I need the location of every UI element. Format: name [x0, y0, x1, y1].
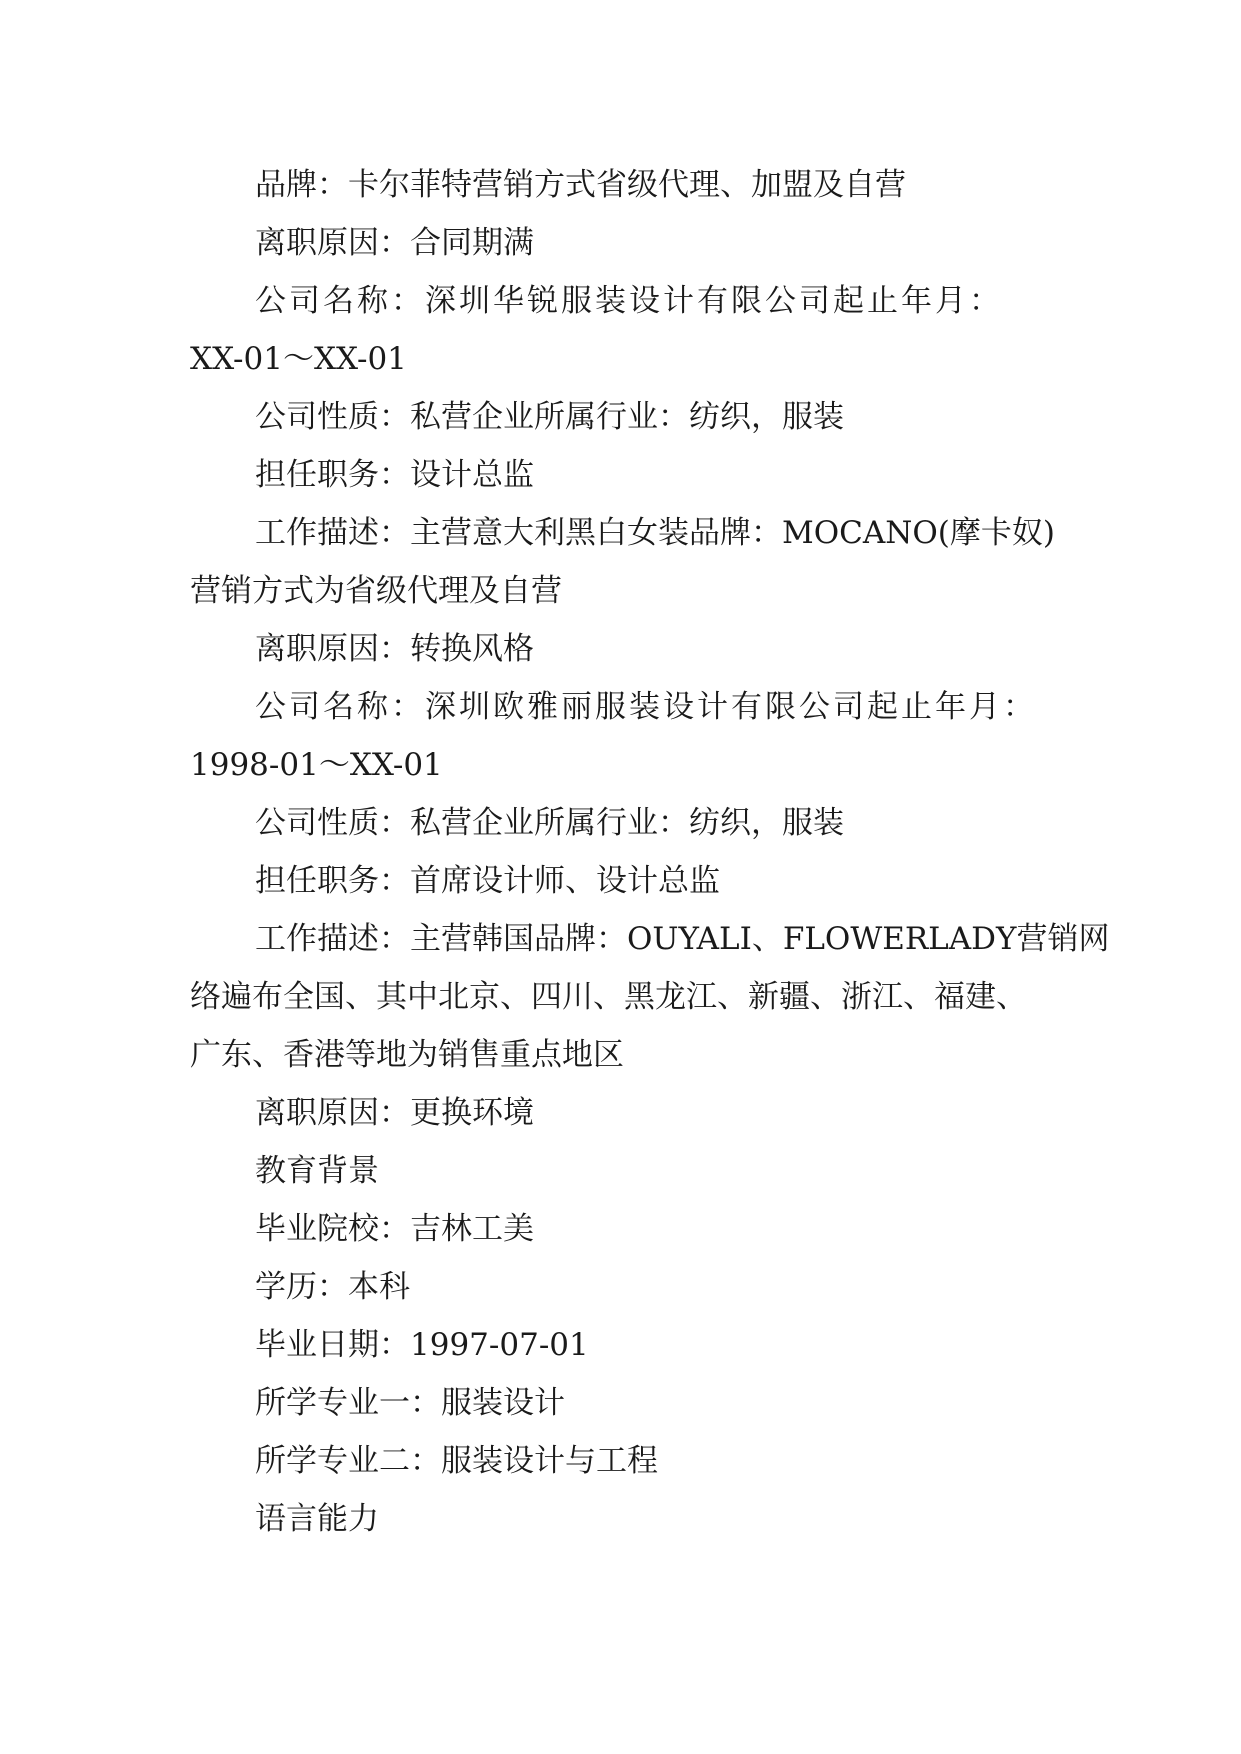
company-nature-line: 公司性质：私营企业所属行业：纺织，服装 — [255, 805, 844, 841]
major-one-line: 所学专业一：服装设计 — [255, 1385, 565, 1421]
company-name-line: 公司名称：深圳欧雅丽服装设计有限公司起止年月： — [255, 689, 1037, 725]
graduation-date-line: 毕业日期：1997-07-01 — [255, 1327, 589, 1363]
job-description-line: 工作描述：主营韩国品牌：OUYALI、FLOWERLADY营销网 — [255, 921, 1110, 957]
language-heading: 语言能力 — [255, 1501, 379, 1537]
leave-reason-line: 离职原因：更换环境 — [255, 1095, 534, 1131]
major-two-line: 所学专业二：服装设计与工程 — [255, 1443, 658, 1479]
company-name-line: 公司名称：深圳华锐服装设计有限公司起止年月： — [255, 283, 1003, 319]
position-line: 担任职务：设计总监 — [255, 457, 534, 493]
leave-reason-line: 离职原因：转换风格 — [255, 631, 534, 667]
period-line: XX-01～XX-01 — [190, 341, 407, 377]
degree-line: 学历：本科 — [255, 1269, 410, 1305]
period-line: 1998-01～XX-01 — [190, 747, 443, 783]
education-heading: 教育背景 — [255, 1153, 379, 1189]
school-line: 毕业院校：吉林工美 — [255, 1211, 534, 1247]
brand-line: 品牌：卡尔菲特营销方式省级代理、加盟及自营 — [255, 167, 906, 203]
job-description-continued: 络遍布全国、其中北京、四川、黑龙江、新疆、浙江、福建、 — [190, 979, 1027, 1015]
job-description-continued: 营销方式为省级代理及自营 — [190, 573, 562, 609]
job-description-line: 工作描述：主营意大利黑白女装品牌：MOCANO(摩卡奴) — [255, 515, 1055, 551]
job-description-continued: 广东、香港等地为销售重点地区 — [190, 1037, 624, 1073]
leave-reason-line: 离职原因：合同期满 — [255, 225, 534, 261]
position-line: 担任职务：首席设计师、设计总监 — [255, 863, 720, 899]
company-nature-line: 公司性质：私营企业所属行业：纺织，服装 — [255, 399, 844, 435]
